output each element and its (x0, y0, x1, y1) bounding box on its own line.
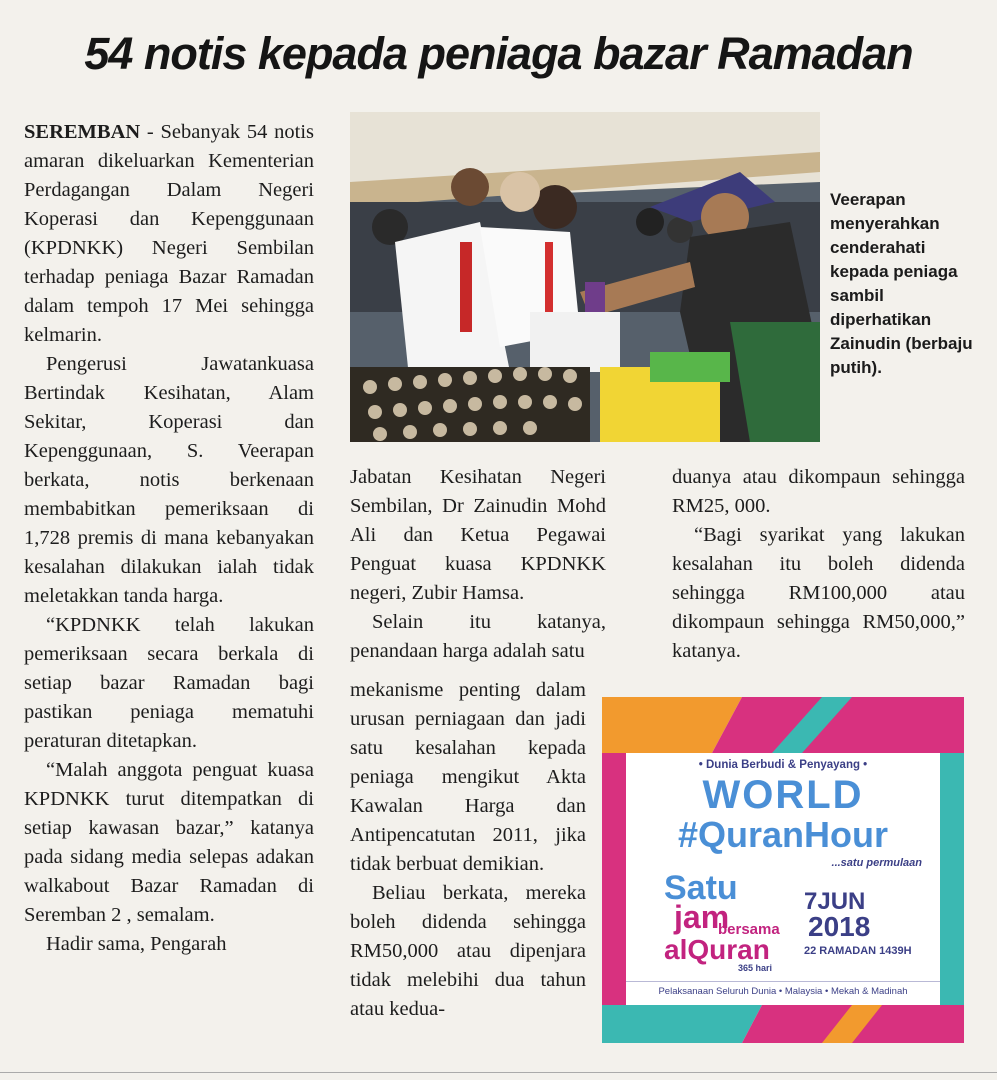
paragraph: Beliau berkata, mereka boleh didenda sehingga RM50,000 atau dipenjara tidak melebihi dua tahun atau kedua- (350, 882, 586, 1020)
ad-date-day: 7JUN (804, 888, 866, 915)
paragraph: Hadir sama, Pengarah (46, 933, 227, 955)
bottom-rule (0, 1072, 997, 1073)
lead-text: - Sebanyak 54 notis amaran dikeluarkan Kementerian Perdagangan Dalam Negeri Koperasi dan Kepenggunaan (KPDNKK) Negeri Sembilan terhadap peniaga Bazar Ramadan dalam tempoh 17 Mei sehingga kelmarin. (24, 121, 314, 346)
article-column-2-continued (350, 676, 586, 1024)
paragraph: mekanisme penting dalam urusan perniagaan dan jadi satu kesalahan kepada peniaga mengikut Akta Kawalan Harga dan Antipencatutan 2011, jika tidak berbuat demikian. (350, 679, 586, 875)
paragraph: Jabatan Kesihatan Negeri Sembilan, Dr Zainudin Mohd Ali dan Ketua Pegawai Penguat kuasa KPDNKK negeri, Zubir Hamsa. (350, 466, 606, 604)
paragraph: Selain itu katanya, penandaan harga adalah satu (350, 611, 606, 662)
article-column-2 (350, 463, 606, 666)
bazaar-scene-illustration (350, 112, 820, 442)
ad-365-hari: 365 hari (738, 963, 773, 973)
dateline: SEREMBAN (24, 121, 141, 143)
ad-tagline: • Dunia Berbudi & Penyayang • (698, 759, 868, 771)
photo-caption: Veerapan menyerahkan cenderahati kepada peniaga sambil diperhatikan Zainudin (berbaju putih). (830, 190, 973, 377)
article-column-3 (672, 463, 965, 666)
world-quran-hour-advert (602, 697, 964, 1043)
ad-world-title: WORLD (702, 773, 864, 817)
ad-date-year: 2018 (808, 911, 871, 942)
ad-satu: Satu (664, 869, 738, 907)
paragraph: “KPDNKK telah lakukan pemeriksaan secara berkala di setiap bazar Ramadan bagi pastikan peniaga mematuhi peraturan ditetapkan. (24, 614, 314, 752)
ad-alquran: alQuran (664, 934, 770, 965)
ad-hashtag: #QuranHour (677, 814, 889, 855)
paragraph: duanya atau dikompaun sehingga RM25, 000. (672, 466, 965, 517)
paragraph: Pengerusi Jawatankuasa Bertindak Kesihatan, Alam Sekitar, Koperasi dan Kepenggunaan, S. Veerapan berkata, notis berkenaan membabitkan pemeriksaan di 1,728 premis di mana kebanyakan kesalahan dilakukan ialah tidak meletakkan tanda harga. (24, 353, 314, 607)
paragraph-lead (24, 118, 314, 350)
ad-content (626, 753, 940, 1005)
paragraph: “Bagi syarikat yang lakukan kesalahan itu boleh didenda sehingga RM100,000 atau dikompaun sehingga RM50,000,” katanya. (672, 524, 965, 662)
ad-subtitle: ...satu permulaan (831, 857, 922, 869)
ad-jam: jam (674, 899, 730, 935)
paragraph: “Malah anggota penguat kuasa KPDNKK turut ditempatkan di setiap kawasan bazar,” katanya pada sidang media selepas adakan walkabout Bazar Ramadan di Seremban 2 , semalam. (24, 759, 314, 926)
headline: 54 notis kepada peniaga bazar Ramadan (84, 28, 913, 79)
ad-footer: Pelaksanaan Seluruh Dunia • Malaysia • Mekah & Madinah (626, 981, 940, 997)
news-photo (350, 112, 820, 442)
article-column-1 (24, 118, 314, 959)
ad-bersama: bersama (718, 921, 780, 938)
ad-hijri-date: 22 RAMADAN 1439H (804, 945, 912, 957)
